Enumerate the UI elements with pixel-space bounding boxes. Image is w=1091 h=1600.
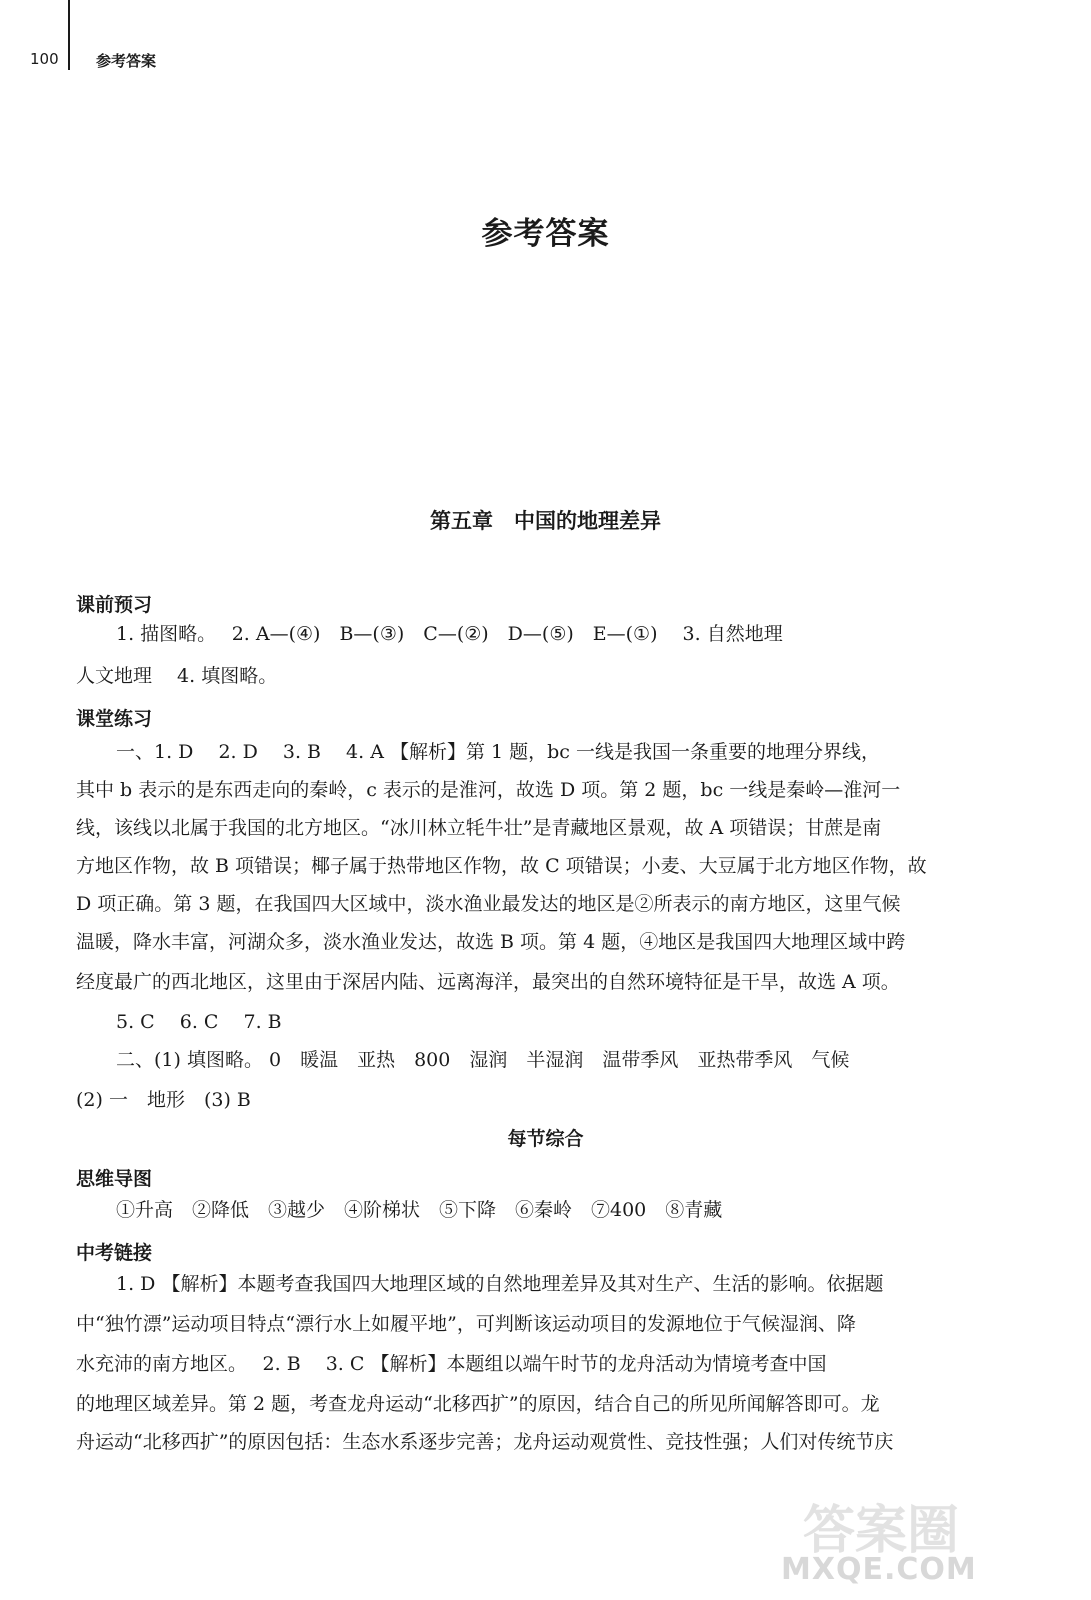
exam-line-2: 中“独竹漂”运动项目特点“漂行水上如履平地”，可判断该运动项目的发源地位于气候湿润、降 (76, 1313, 856, 1335)
section-heading-mindmap: 思维导图 (76, 1168, 153, 1190)
exam-line-1: 1. D 【解析】本题考查我国四大地理区域的自然地理差异及其对生产、生活的影响。依据题 (116, 1273, 884, 1295)
practice-line-2: 其中 b 表示的是东西走向的秦岭，c 表示的是淮河，故选 D 项。第 2 题，bc 一线是秦岭—淮河一 (76, 779, 901, 801)
practice-line-8: 5. C 6. C 7. B (116, 1011, 282, 1033)
watermark (781, 1488, 1011, 1600)
watermark-mark: 答案圈 (803, 1501, 960, 1561)
running-title: 参考答案 (96, 52, 157, 70)
chapter-title: 第五章 中国的地理差异 (430, 509, 661, 533)
section-heading-preview: 课前预习 (76, 594, 153, 616)
mindmap-line: ①升高 ②降低 ③越少 ④阶梯状 ⑤下降 ⑥秦岭 ⑦400 ⑧青藏 (116, 1199, 723, 1221)
preview-line-1: 1. 描图略。 2. A—(④) B—(③) C—(②) D—(⑤) E—(①) 3. 自然地理 (116, 623, 783, 645)
header-divider (68, 0, 70, 70)
practice-line-7: 经度最广的西北地区，这里由于深居内陆、远离海洋，最突出的自然环境特征是干旱，故选 A 项。 (76, 971, 900, 993)
practice-line-6: 温暖，降水丰富，河湖众多，淡水渔业发达，故选 B 项。第 4 题，④地区是我国四大地理区域中跨 (76, 931, 906, 953)
page-number: 100 (30, 50, 59, 68)
summary-heading: 每节综合 (507, 1128, 584, 1150)
practice-line-5: D 项正确。第 3 题，在我国四大区域中，淡水渔业最发达的地区是②所表示的南方地区，这里气候 (76, 893, 901, 915)
exam-line-5: 舟运动“北移西扩”的原因包括：生态水系逐步完善；龙舟运动观赏性、竞技性强；人们对传统节庆 (76, 1431, 894, 1453)
practice-line-3: 线，该线以北属于我国的北方地区。“冰川林立牦牛壮”是青藏地区景观，故 A 项错误；甘蔗是南 (76, 817, 882, 839)
practice-line-1: 一、1. D 2. D 3. B 4. A 【解析】第 1 题，bc 一线是我国一条重要的地理分界线， (116, 741, 880, 763)
practice-line-4: 方地区作物，故 B 项错误；椰子属于热带地区作物，故 C 项错误；小麦、大豆属于北方地区作物，故 (76, 855, 927, 877)
section-heading-exam: 中考链接 (76, 1242, 153, 1264)
practice-line-9: 二、(1) 填图略。 0 暖温 亚热 800 湿润 半湿润 温带季风 亚热带季风 气候 (116, 1049, 850, 1071)
exam-line-4: 的地理区域差异。第 2 题，考查龙舟运动“北移西扩”的原因，结合自己的所见所闻解答即可。龙 (76, 1393, 880, 1415)
preview-line-2: 人文地理 4. 填图略。 (76, 665, 278, 687)
section-heading-practice: 课堂练习 (76, 708, 153, 730)
watermark-url: MXQE.COM (781, 1552, 977, 1587)
page-title: 参考答案 (481, 216, 610, 252)
practice-line-10: (2) 一 地形 (3) B (76, 1089, 251, 1111)
exam-line-3: 水充沛的南方地区。 2. B 3. C 【解析】本题组以端午时节的龙舟活动为情境考查中国 (76, 1353, 827, 1375)
